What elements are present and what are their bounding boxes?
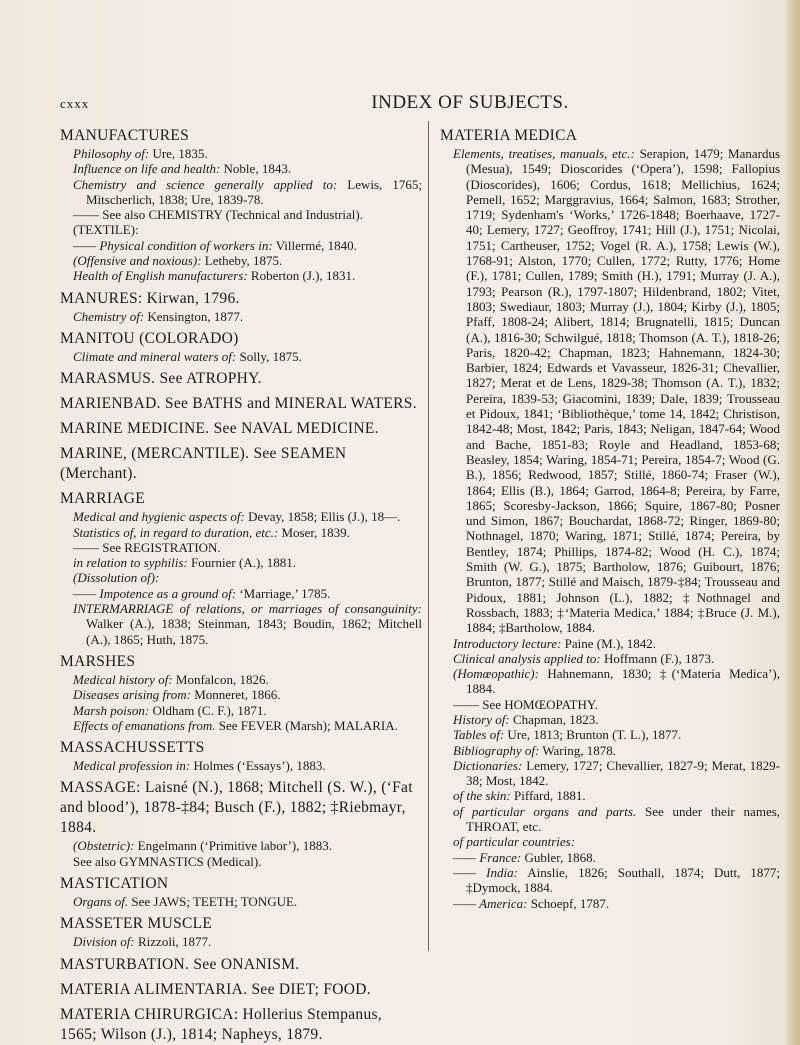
subentry-references: (TEXTILE): [73,222,139,238]
index-subentry [60,586,422,601]
index-subentry [60,268,422,283]
index-heading [60,369,422,389]
index-heading [60,1005,422,1045]
index-heading [60,329,422,349]
subentry-references: Letheby, 1875. [204,253,283,269]
subentry-references: See also GYMNASTICS (Medical). [73,853,262,869]
subentry-label: Dictionaries: [453,757,523,773]
subentry-label: Elements, treatises, manuals, etc.: [453,146,635,161]
subentry-references: Schoepf, 1787. [530,895,610,911]
subentry-references: Engelmann (‘Primitive labor’), 1883. [137,838,332,854]
index-subentry [60,601,422,647]
subentry-references: —— See also CHEMISTRY (Technical and Industrial). [73,207,363,223]
heading-text: MANITOU (COLORADO) [60,329,239,347]
subentry-label: —— Impotence as a ground of: [73,585,237,601]
index-subentry [60,703,422,718]
right-column [440,121,780,911]
index-subentry [60,177,422,208]
index-heading [440,126,780,146]
subentry-label: History of: [453,711,510,727]
subentry-label: Statistics of, in regard to duration, etc.: [73,524,279,540]
subentry-references: Oldham (C. F.), 1871. [152,702,267,718]
index-subentry [60,854,422,869]
subentry-references: Walker (A.), 1838; Steinman, 1843; Boudin, 1862; Mitchell (A.), 1865; Huth, 1875. [86,616,422,647]
index-subentry [440,666,780,697]
subentry-references: Lemery, 1727; Chevallier, 1827-9; Merat, 1829-38; Most, 1842. [466,757,781,789]
subentry-label: Bibliography of: [453,742,540,758]
index-subentry [60,838,422,853]
index-subentry [60,509,422,524]
column-divider [428,121,429,951]
heading-text: MARINE MEDICINE. See NAVAL MEDICINE. [60,420,379,438]
subentry-references: See under their names, THROAT, etc. [466,803,781,835]
index-subentry [60,672,422,687]
index-subentry [60,207,422,222]
subentry-references: Monfalcon, 1826. [175,671,269,687]
index-subentry [60,934,422,949]
subentry-references: Fournier (A.), 1881. [190,555,297,571]
index-subentry [440,758,780,789]
heading-text: MARINE, (MERCANTILE). See SEAMEN (Merchant). [60,445,347,483]
index-subentry [440,834,780,849]
index-subentry [440,788,780,803]
subentry-label: —— America: [453,895,528,911]
index-heading [60,126,422,146]
subentry-label: of particular organs and parts. [453,803,637,819]
index-heading [60,489,422,509]
page-number: cxxx [60,96,90,111]
index-subentry [440,697,780,712]
index-subentry [60,718,422,733]
left-column [60,121,422,1045]
subentry-label: Tables of: [453,727,505,743]
subentry-references: Piffard, 1881. [514,788,586,804]
heading-text: MASTICATION [60,875,169,893]
subentry-references: Roberton (J.), 1831. [250,268,356,284]
subentry-label: (Offensive and noxious): [73,253,202,269]
index-heading [60,914,422,934]
heading-text: MANUFACTURES [60,127,190,144]
index-subentry [440,743,780,758]
index-subentry [60,540,422,555]
index-subentry [440,636,780,651]
index-subentry [60,687,422,702]
index-subentry [60,161,422,176]
index-subentry [60,570,422,585]
heading-text: MARIENBAD. See BATHS and MINERAL WATERS. [60,395,417,413]
index-subentry [60,349,422,364]
subentry-label: Medical profession in: [73,758,191,774]
subentry-label: Organs of. [73,894,129,910]
subentry-label: Division of: [73,934,135,950]
subentry-label: of particular countries: [453,834,576,850]
page-edge [786,0,800,1045]
subentry-references: Monneret, 1866. [194,687,281,703]
subentry-references: Holmes (‘Essays’), 1883. [193,758,326,774]
index-subentry [440,146,780,636]
subentry-references: Ure, 1835. [152,146,208,161]
index-subentry [60,309,422,324]
subentry-label: Medical and hygienic aspects of: [73,509,245,525]
subentry-label: —— India: [453,864,518,880]
running-head [60,92,760,116]
subentry-references: Hahnemann, 1830; ‡(‘Materia Medica’), 1884. [466,666,780,697]
subentry-references: Lewis, 1765; Mitscherlich, 1838; Ure, 1839-78. [86,176,422,207]
subentry-label: (Dissolution of): [73,570,160,586]
subentry-label: Chemistry and science generally applied to: [73,176,338,192]
index-subentry [440,896,780,911]
index-subentry [440,651,780,666]
index-subentry [440,712,780,727]
index-heading [60,980,422,1000]
subentry-references: Paine (M.), 1842. [564,635,657,651]
index-subentry [440,804,780,835]
subentry-references: Devay, 1858; Ellis (J.), 18—. [248,509,401,525]
heading-text: MANURES: Kirwan, 1796. [60,289,240,307]
subentry-label: Clinical analysis applied to: [453,650,601,666]
subentry-references: ‘Marriage,’ 1785. [239,585,331,601]
index-heading [60,738,422,758]
subentry-references: Noble, 1843. [223,161,292,177]
subentry-label: Influence on life and health: [73,161,221,177]
index-subentry [60,525,422,540]
index-heading [60,652,422,672]
subentry-label: (Homœopathic): [453,666,539,682]
subentry-references: Villermé, 1840. [275,237,357,253]
subentry-label: Climate and mineral waters of: [73,348,237,364]
heading-text: MATERIA ALIMENTARIA. See DIET; FOOD. [60,980,371,998]
subentry-label: Philosophy of: [73,146,150,161]
subentry-references: Hoffmann (F.), 1873. [603,650,715,666]
subentry-references: Rizzoli, 1877. [138,934,212,950]
index-heading [60,444,422,484]
index-subentry [440,727,780,742]
subentry-label: Health of English manufacturers: [73,268,248,284]
subentry-label: Effects of emanations from. [73,717,216,733]
heading-text: MASSETER MUSCLE [60,915,213,933]
subentry-references: See JAWS; TEETH; TONGUE. [131,894,298,910]
subentry-references: Solly, 1875. [239,348,302,364]
heading-text: MARSHES [60,652,136,670]
index-subentry [60,146,422,161]
subentry-label: Medical history of: [73,671,173,687]
heading-text: MASTURBATION. See ONANISM. [60,955,300,973]
index-subentry [60,222,422,237]
subentry-references: See FEVER (Marsh); MALARIA. [218,717,398,733]
index-heading [60,778,422,838]
index-heading [60,394,422,414]
heading-text: MASSACHUSSETTS [60,739,205,757]
subentry-label: —— Physical condition of workers in: [73,237,273,253]
index-heading [60,419,422,439]
heading-text: MARASMUS. See ATROPHY. [60,370,262,388]
subentry-references: —— See HOMŒOPATHY. [453,696,598,712]
subentry-label: Marsh poison: [73,702,150,718]
subentry-references: Serapion, 1479; Manardus (Mesua), 1549; Dioscorides (‘Opera’), 1598; Fallopius (Dioscorides), 1606; Cordus, 1618; Mellichius, 1624; Pemell, 1652; Marggravius, 1664; Salmon, 1683; Strother, 1719; Sydenham's ‘Works,’ 1726-1848; Boerhaave, 1727-40; Lemery, 1727; Geoffroy, 1741; Hill (J.), 1751; Nicolai, 1751; Cartheuser, 1752; Vogel (R. A.), 1758; Lewis (W.), 1768-91; Alston, 1770; Cullen, 1772; Rutty, 1776; Home (F.), 1781; Cullen, 1789; Smith (H.), 1791; Murray (J. A.), 1793; Pearson (R.), 1797-1807; Hildenbrand, 1802; Vitet, 1803; Swediaur, 1803; Murray (J.), 1804; Kirby (J.), 1805; Pfaff, 1808-24; Alibert, 1814; Brugnatelli, 1815; Duncan (A.), 1816-30; Schwilgué, 1818; Thomson (A. T.), 1818-26; Paris, 1820-42; Chapman, 1823; Hahnemann, 1824-30; Barbier, 1824; Edwards et Vavasseur, 1826-31; Chevallier, 1827; Merat et de Lens, 1829-38; Thomson (A. T.), 1832; Pereira, 1839-53; Giacomini, 1839; Dale, 1839; Trousseau et Pidoux, 1841; ‘Bibliothèque,’ tome 14, 1842; Christison, 1842-48; Most, 1842; Paris, 1843; Neligan, 1847-64; Wood and Bache, 1851-83; Royle and Headland, 1853-68; Beasley, 1854; Waring, 1854-71; Pereira, 1854-7; Wood (G. B.), 1856; Redwood, 1857; Stillé, 1860-74; Fraser (W.), 1864; Ellis (B.), 1864; Garrod, 1864-8; Pereira, by Farre, 1865; Scoresby-Jackson, 1866; Squire, 1867-80; Posner und Simon, 1867; Bouchardat, 1868-72; Ringer, 1869-80; Nothnagel, 1870; Waring, 1871; Stillé, 1874; Pereira, by Bentley, 1874; Phillips, 1874-82; Wood (H. C.), 1874; Smith (W. G.), 1875; Bartholow, 1876; Guibourt, 1876; Brunton, 1877; Stillé and Maisch, 1879-‡84; Trousseau and Pidoux, 1881; Johnson (L.), 1882; ‡Nothnagel and Rossbach, 1883; ‡‘Materia Medica,’ 1884; ‡Bruce (J. M.), 1884; ‡Bartholow, 1884. [466,146,781,636]
index-subentry [440,865,780,896]
subentry-references: Ure, 1813; Brunton (T. L.), 1877. [507,727,682,743]
index-subentry [60,894,422,909]
index-subentry [60,555,422,570]
index-heading [60,955,422,975]
subentry-label: Diseases arising from: [73,687,191,703]
heading-text: MATERIA CHIRURGICA: Hollerius Stempanus, 1565; Wilson (J.), 1814; Napheys, 1879. [60,1005,382,1043]
subentry-label: Chemistry of: [73,308,145,324]
index-heading [60,289,422,309]
index-subentry [60,253,422,268]
subentry-label: —— France: [453,849,522,865]
subentry-label: in relation to syphilis: [73,555,188,571]
subentry-references: —— See REGISTRATION. [73,539,221,555]
heading-text: MASSAGE: Laisné (N.), 1868; Mitchell (S. W.), (‘Fat and blood’), 1878-‡84; Busch (F.), 1882; ‡Riebmayr, 1884. [60,779,413,837]
page-title: INDEX OF SUBJECTS. [371,92,569,113]
subentry-label: Introductory lecture: [453,635,562,651]
subentry-references: Waring, 1878. [542,742,617,758]
subentry-references: Gubler, 1868. [524,849,596,865]
index-heading [60,874,422,894]
subentry-references: Ainslie, 1826; Southall, 1874; Dutt, 1877; ‡Dymock, 1884. [466,864,780,896]
subentry-references: Kensington, 1877. [147,308,244,324]
subentry-label: of the skin: [453,788,511,804]
heading-text: MARRIAGE [60,490,146,508]
index-subentry [60,238,422,253]
index-subentry [440,850,780,865]
subentry-references: Chapman, 1823. [512,711,599,727]
heading-text: MATERIA MEDICA [440,127,578,144]
subentry-label: (Obstetric): [73,838,135,854]
subentry-label: INTERMARRIAGE of relations, or marriages of consanguinity: [73,601,422,617]
subentry-references: Moser, 1839. [281,524,350,540]
index-subentry [60,758,422,773]
